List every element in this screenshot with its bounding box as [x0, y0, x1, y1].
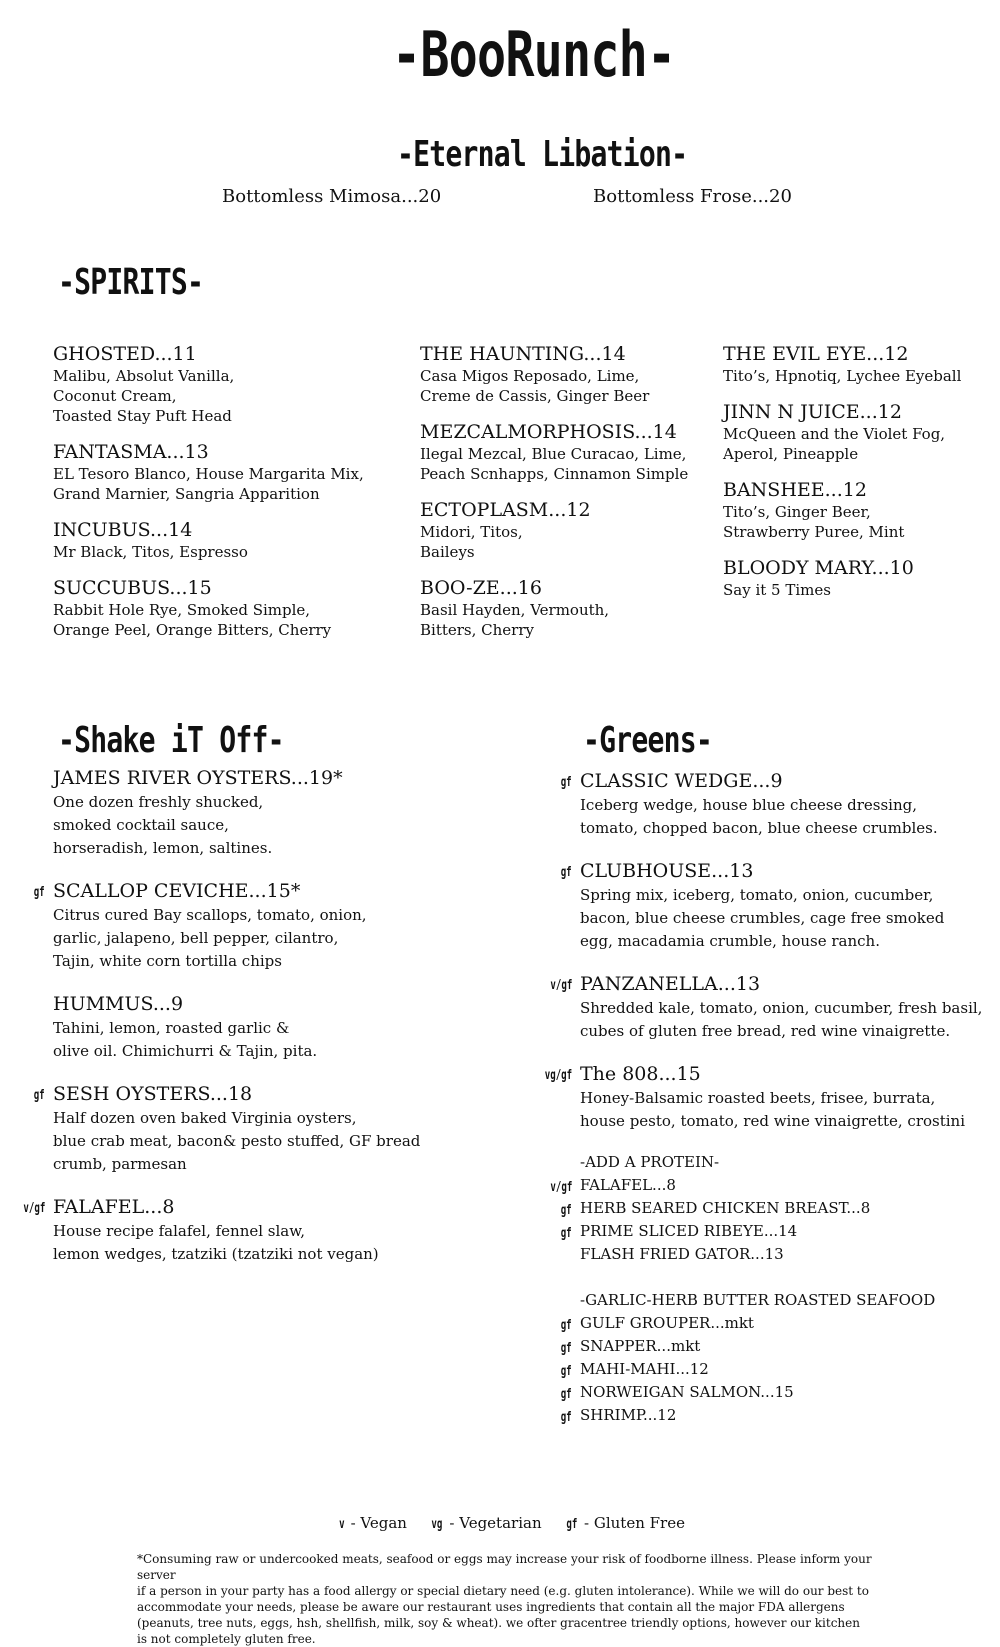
item-name: FANTASMA...13: [53, 441, 209, 463]
item-name: PANZANELLA...13: [580, 973, 761, 995]
gluten-free-icon: gf: [565, 1517, 577, 1532]
brand-title: -BooRunch-: [392, 18, 676, 91]
item-description: Rabbit Hole Rye, Smoked Simple, Orange Peel, Orange Bitters, Cherry: [53, 601, 332, 639]
menu-item: [723, 342, 961, 386]
diet-tag-icon: gf: [561, 1341, 572, 1356]
menu-item: [723, 556, 961, 600]
item-name: GHOSTED...11: [53, 343, 197, 365]
item-description: Iceberg wedge, house blue cheese dressing, tomato, chopped bacon, blue cheese crumbles.: [580, 796, 938, 837]
item-name: THE HAUNTING...14: [420, 343, 626, 365]
legend-gluten-free: [564, 1514, 685, 1532]
diet-tag-icon: gf: [561, 1203, 572, 1218]
protein-row: [580, 1151, 982, 1174]
item-name: JAMES RIVER OYSTERS...19*: [53, 767, 343, 789]
protein-row: [561, 1220, 982, 1243]
seafood-label: -GARLIC-HERB BUTTER ROASTED SEAFOOD: [580, 1291, 936, 1309]
item-description: Honey-Balsamic roasted beets, frisee, burrata, house pesto, tomato, red wine vinaigrette, crostini: [580, 1089, 966, 1130]
vegetarian-icon: vg: [431, 1517, 443, 1532]
seafood-row: [561, 1312, 982, 1335]
item-name: BOO-ZE...16: [420, 577, 542, 599]
protein-label: -ADD A PROTEIN-: [580, 1153, 720, 1171]
menu-item: [420, 420, 688, 484]
item-description: Ilegal Mezcal, Blue Curacao, Lime, Peach Scnhapps, Cinnamon Simple: [420, 445, 689, 483]
diet-tag-icon: gf: [561, 1318, 572, 1333]
diet-tag-icon: gf: [561, 1410, 572, 1425]
diet-tag-icon: gf: [561, 865, 572, 880]
diet-tag-icon: v/gf: [23, 1201, 45, 1216]
diet-tag-icon: gf: [561, 775, 572, 790]
protein-label: PRIME SLICED RIBEYE...14: [580, 1222, 798, 1240]
protein-label: HERB SEARED CHICKEN BREAST...8: [580, 1199, 871, 1217]
spirits-column-3: [723, 342, 961, 614]
menu-item: [53, 991, 420, 1063]
diet-tag-icon: gf: [561, 1387, 572, 1402]
item-name: SCALLOP CEVICHE...15*: [53, 880, 301, 902]
item-description: Mr Black, Titos, Espresso: [53, 543, 248, 561]
item-description: EL Tesoro Blanco, House Margarita Mix, Grand Marnier, Sangria Apparition: [53, 465, 364, 503]
item-description: Tito’s, Ginger Beer, Strawberry Puree, Mint: [723, 503, 905, 541]
seafood-label: SHRIMP...12: [580, 1406, 677, 1424]
menu-item: [53, 765, 420, 860]
diet-tag-icon: vg/gf: [544, 1068, 572, 1083]
legend-label: - Gluten Free: [579, 1514, 685, 1532]
protein-row: [580, 1243, 982, 1266]
item-description: Tito’s, Hpnotiq, Lychee Eyeball: [723, 367, 962, 385]
menu-item: [550, 971, 983, 1043]
diet-tag-icon: gf: [34, 1088, 45, 1103]
menu-item: [34, 1081, 421, 1176]
item-name: SESH OYSTERS...18: [53, 1083, 253, 1105]
spirits-column-2: [420, 342, 688, 654]
menu-item: [34, 878, 420, 973]
add-protein-list: [550, 1151, 982, 1266]
menu-item: [53, 440, 364, 504]
spirits-column-1: [53, 342, 364, 654]
diet-tag-icon: gf: [561, 1364, 572, 1379]
menu-item: [420, 576, 688, 640]
item-name: SUCCUBUS...15: [53, 577, 212, 599]
item-description: Spring mix, iceberg, tomato, onion, cucumber, bacon, blue cheese crumbles, cage free smoked egg, macadamia crumble, house ranch.: [580, 886, 945, 950]
item-name: JINN N JUICE...12: [723, 401, 902, 423]
legend-vegetarian: [429, 1514, 542, 1532]
seafood-row: [580, 1289, 982, 1312]
item-name: BANSHEE...12: [723, 479, 867, 501]
item-description: Citrus cured Bay scallops, tomato, onion, garlic, jalapeno, bell pepper, cilantro, Tajin, white corn tortilla chips: [53, 906, 367, 970]
seafood-label: SNAPPER...mkt: [580, 1337, 701, 1355]
diet-legend: [338, 1514, 685, 1532]
bottomless-mimosa: Bottomless Mimosa...20: [222, 186, 442, 207]
seafood-list: [561, 1289, 982, 1427]
shake-it-off-list: [23, 765, 421, 1284]
seafood-label: GULF GROUPER...mkt: [580, 1314, 754, 1332]
item-name: The 808...15: [580, 1063, 701, 1085]
seafood-row: [561, 1335, 982, 1358]
item-description: McQueen and the Violet Fog, Aperol, Pineapple: [723, 425, 946, 463]
protein-row: [561, 1197, 982, 1220]
seafood-label: NORWEIGAN SALMON...15: [580, 1383, 794, 1401]
seafood-label: MAHI-MAHI...12: [580, 1360, 709, 1378]
legend-vegan: [338, 1514, 407, 1532]
menu-item: [420, 498, 688, 562]
legend-label: - Vegan: [345, 1514, 407, 1532]
menu-item: [544, 1061, 982, 1133]
spirits-heading: -SPIRITS-: [58, 262, 204, 303]
shake-it-off-heading: -Shake iT Off-: [58, 720, 284, 761]
item-name: MEZCALMORPHOSIS...14: [420, 421, 677, 443]
item-description: Tahini, lemon, roasted garlic & olive oil. Chimichurri & Tajin, pita.: [53, 1019, 318, 1060]
seafood-row: [561, 1358, 982, 1381]
diet-tag-icon: gf: [561, 1226, 572, 1241]
item-name: FALAFEL...8: [53, 1196, 175, 1218]
item-name: CLUBHOUSE...13: [580, 860, 754, 882]
item-description: House recipe falafel, fennel slaw, lemon wedges, tzatziki (tzatziki not vegan): [53, 1222, 379, 1263]
item-description: Basil Hayden, Vermouth, Bitters, Cherry: [420, 601, 610, 639]
item-name: CLASSIC WEDGE...9: [580, 770, 783, 792]
item-description: Malibu, Absolut Vanilla, Coconut Cream, Toasted Stay Puft Head: [53, 367, 235, 425]
item-description: Midori, Titos, Baileys: [420, 523, 523, 561]
protein-label: FLASH FRIED GATOR...13: [580, 1245, 784, 1263]
diet-tag-icon: v/gf: [550, 978, 572, 993]
menu-item: [723, 478, 961, 542]
item-name: INCUBUS...14: [53, 519, 193, 541]
diet-tag-icon: gf: [34, 885, 45, 900]
menu-item: [53, 576, 364, 640]
vegan-icon: v: [339, 1517, 345, 1532]
item-name: HUMMUS...9: [53, 993, 184, 1015]
menu-item: [53, 518, 364, 562]
protein-row: [550, 1174, 982, 1197]
greens-list: [544, 768, 983, 1427]
menu-item: [53, 342, 364, 426]
menu-item: [420, 342, 688, 406]
item-name: THE EVIL EYE...12: [723, 343, 909, 365]
menu-item: [561, 858, 982, 953]
item-description: Shredded kale, tomato, onion, cucumber, fresh basil, cubes of gluten free bread, red wine vinaigrette.: [580, 999, 983, 1040]
protein-label: FALAFEL...8: [580, 1176, 676, 1194]
menu-item: [23, 1194, 420, 1266]
item-description: Casa Migos Reposado, Lime, Creme de Cassis, Ginger Beer: [420, 367, 650, 405]
seafood-row: [561, 1381, 982, 1404]
item-description: One dozen freshly shucked, smoked cocktail sauce, horseradish, lemon, saltines.: [53, 793, 273, 857]
bottomless-frose: Bottomless Frose...20: [593, 186, 792, 207]
eternal-libation-heading: -Eternal Libation-: [397, 134, 688, 175]
seafood-row: [561, 1404, 982, 1427]
item-description: Half dozen oven baked Virginia oysters, blue crab meat, bacon& pesto stuffed, GF bread crumb, parmesan: [53, 1109, 421, 1173]
legend-label: - Vegetarian: [444, 1514, 542, 1532]
menu-item: [723, 400, 961, 464]
allergy-disclaimer: *Consuming raw or undercooked meats, seafood or eggs may increase your risk of foodborne illness. Please inform your server if a person in your party has a food allergy or special dietary need (e.g. gluten intolerance). While we will do our best to accommodate your needs, please be aware our restaurant uses ingredients that contain all the major FDA allergens (peanuts, tree nuts, eggs, hsh, shellfish, milk, soy & wheat). we ofter gracentree triendly options, however our kitchen is not completely gluten free.: [137, 1552, 872, 1646]
diet-tag-icon: v/gf: [550, 1180, 572, 1195]
menu-item: [561, 768, 982, 840]
item-name: BLOODY MARY...10: [723, 557, 914, 579]
item-description: Say it 5 Times: [723, 581, 831, 599]
greens-heading: -Greens-: [583, 720, 713, 761]
item-name: ECTOPLASM...12: [420, 499, 591, 521]
